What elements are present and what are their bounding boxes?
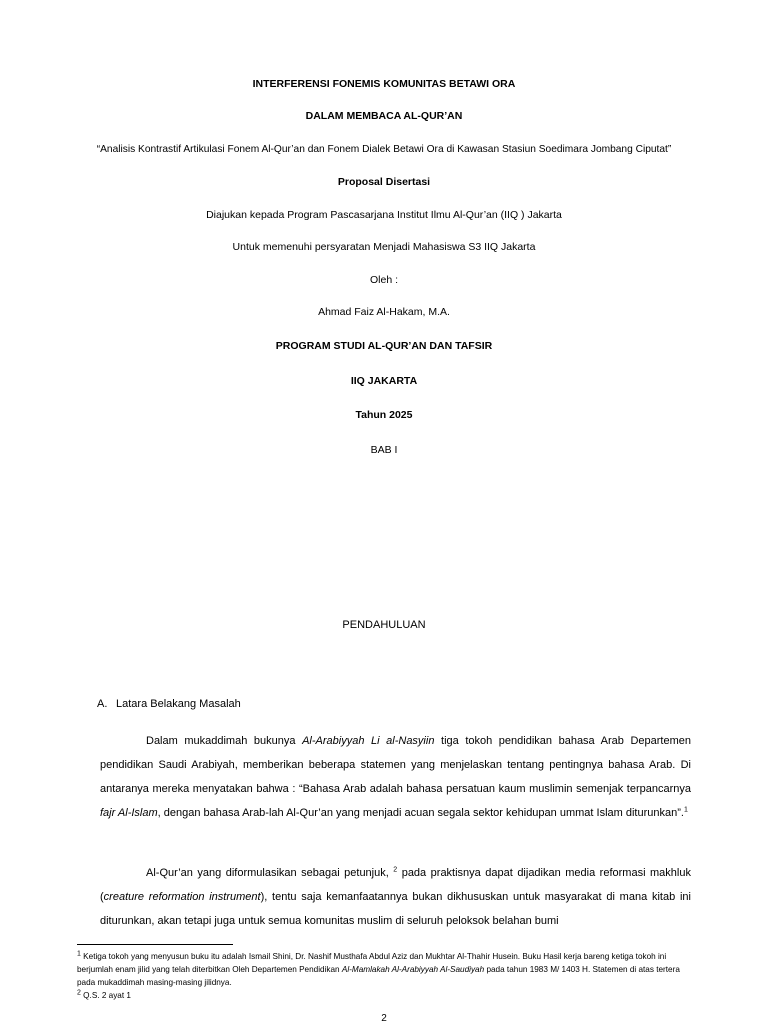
institution-name: IIQ JAKARTA bbox=[350, 375, 418, 387]
by-label: Oleh : bbox=[369, 274, 398, 286]
document-type: Proposal Disertasi bbox=[337, 176, 431, 188]
paragraph-2: Al-Qur’an yang diformulasikan sebagai petunjuk, $^2$ pada praktisnya dapat dijadikan media reformasi makhluk (creature reformation instrument), tentu saja kemanfaatannya bukan dikhususkan untuk masyarakat di mana kitab ini diturunkan, akan tetapi juga untuk semua komunitas muslim di seluruh peloksok belahan bumi bbox=[100, 866, 691, 927]
footnotes bbox=[77, 950, 697, 1002]
title-line-1: INTERFERENSI FONEMIS KOMUNITAS BETAWI ORA bbox=[252, 78, 516, 90]
section-title: Latara Belakang Masalah bbox=[116, 698, 241, 710]
author-name: Ahmad Faiz Al-Hakam, M.A. bbox=[318, 306, 450, 318]
submitted-to: Diajukan kepada Program Pascasarjana Institut Ilmu Al-Qur’an (IIQ ) Jakarta bbox=[206, 209, 562, 221]
footnote-ref-2[interactable]: 2 bbox=[393, 866, 398, 874]
chapter-number: BAB I bbox=[370, 444, 398, 456]
paragraph-1: Dalam mukaddimah bukunya Al-Arabiyyah Li al-Nasyiin tiga tokoh pendidikan bahasa Arab Departemen pendidikan Saudi Arabiyah, memberikan beberapa statemen yang menjelaskan tentang pentingnya bahasa Arab. Di antaranya mereka menyatakan bahwa : “Bahasa Arab adalah bahasa persatuan kaum muslimin semenjak terpancarnya fajr Al-Islam, dengan bahasa Arab-lah Al-Qur’an yang menjadi acuan segala sektor kehidupan ummat Islam diturunkan”.$^1$ bbox=[100, 735, 691, 819]
subtitle: “Analisis Kontrastif Artikulasi Fonem Al-Qur’an dan Fonem Dialek Betawi Ora di Kawasan Stasiun Soedimara Jombang Ciputat” bbox=[96, 144, 672, 155]
section-heading bbox=[97, 697, 241, 711]
title-line-2: DALAM MEMBACA AL-QUR’AN bbox=[305, 110, 463, 122]
footnote-divider bbox=[77, 944, 233, 945]
year: Tahun 2025 bbox=[355, 409, 413, 421]
purpose-statement: Untuk memenuhi persyaratan Menjadi Mahasiswa S3 IIQ Jakarta bbox=[232, 241, 536, 253]
footnote-2: $^2$ Q.S. 2 ayat 1 bbox=[77, 989, 131, 1000]
chapter-title: PENDAHULUAN bbox=[342, 619, 426, 631]
program-name: PROGRAM STUDI AL-QUR’AN DAN TAFSIR bbox=[275, 340, 493, 352]
footnote-ref-1[interactable]: 1 bbox=[683, 806, 688, 814]
page-number: 2 bbox=[381, 1013, 387, 1024]
footnote-1: $^1$ Ketiga tokoh yang menyusun buku itu adalah Ismail Shini, Dr. Nashif Musthafa Abdul Aziz dan Mukhtar Al-Thahir Husein. Buku Hasil kerja bareng ketiga tokoh ini berjumlah enam jilid yang telah diterbitkan Oleh Departemen Pendidikan Al-Mamlakah Al-Arabiyyah Al-Saudiyah pada tahun 1983 M/ 1403 H. Statemen di atas tertera pada mukaddimah masing-masing jilidnya. bbox=[77, 950, 680, 987]
section-number: A. bbox=[97, 698, 108, 710]
